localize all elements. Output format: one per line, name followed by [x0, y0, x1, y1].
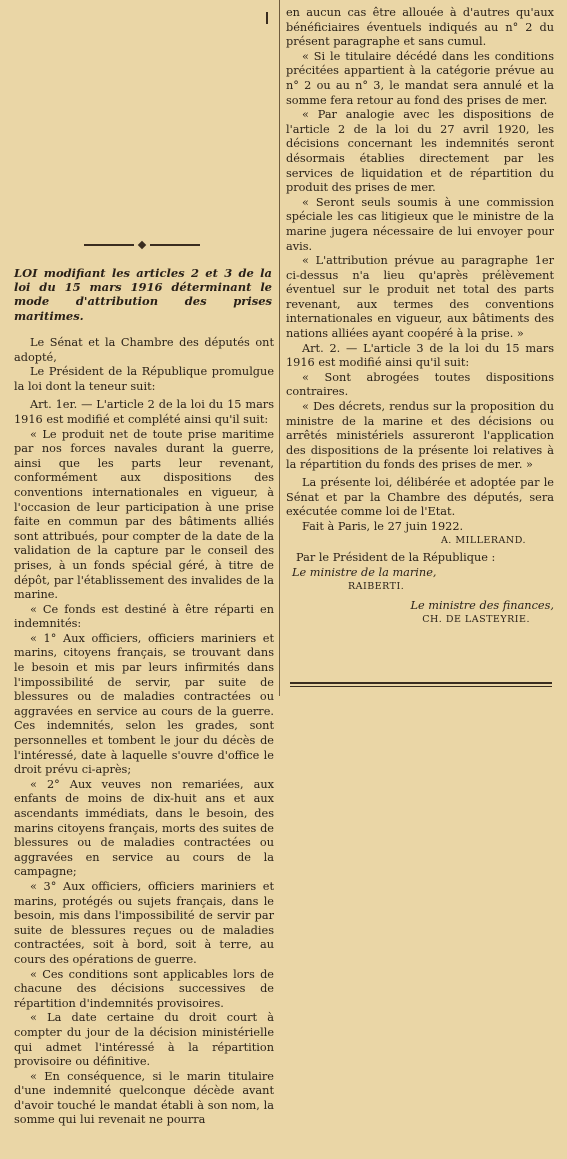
finance-minister-name: CH. DE LASTEYRIE. [422, 614, 530, 626]
law-title: LOI modifiant les articles 2 et 3 de la loi du 15 mars 1916 déterminant le mode d'attribution des prises maritimes. [14, 266, 272, 323]
paragraph: La présente loi, délibérée et adoptée par le Sénat et par la Chambre des députés, sera exécutée comme loi de l'Etat. [286, 476, 554, 519]
paragraph: « En conséquence, si le marin titulaire d'une indemnité quelconque décède avant d'avoir touché le mandat établi à son nom, la somme qui lui revenait ne pourra [14, 1069, 274, 1127]
paragraph: en aucun cas être allouée à d'autres qu'aux bénéficiaires éventuels indiqués au n° 2 du présent paragraphe et sans cumul. [286, 6, 554, 49]
paragraph: « Par analogie avec les dispositions de l'article 2 de la loi du 27 avril 1920, les décisions concernant les indemnités seront désormais établies directement par les services de liquidation et de répartition du produit des prises de mer. [286, 108, 554, 195]
right-column [286, 6, 554, 628]
paragraph: Le Président de la République promulgue la loi dont la teneur suit: [14, 365, 274, 393]
paragraph: « 3° Aux officiers, officiers mariniers et marins, protégés ou sujets français, dans le besoin, mis dans l'impossibilité de servir par suite de blessures reçues ou de maladies contractées, soit à bord, soit à terre, au cours des opérations de guerre. [14, 879, 274, 966]
navy-minister-name: RAIBERTI. [348, 581, 405, 593]
paragraph: « Le produit net de toute prise maritime par nos forces navales durant la guerre, ainsi que les parts leur revenant, conformément aux dispositions des conventions internationales en vigueur, à l'occasion de leur participation à une prise faite en commun par des bâtiments alliés sont attribués, pour compter de la date de la validation de la capture par le conseil des prises, à un fonds spécial géré, à titre de dépôt, par l'établissement des invalides de la marine. [14, 427, 274, 602]
paragraph: « La date certaine du droit court à compter du jour de la décision ministérielle qui admet l'intéressé à la répartition provisoire ou définitive. [14, 1011, 274, 1069]
paragraph: Art. 2. — L'article 3 de la loi du 15 mars 1916 est modifié ainsi qu'il suit: [286, 341, 554, 370]
paragraph: « Sont abrogées toutes dispositions contraires. [286, 370, 554, 399]
end-rule-thin [290, 686, 552, 687]
section-ornament [84, 242, 200, 248]
paragraph: « L'attribution prévue au paragraphe 1er ci-dessus n'a lieu qu'après prélèvement éventuel sur le produit net total des parts revenant, aux termes des conventions internationales en vigueur, aux bâtiments des nations alliées ayant coopéré à la prise. » [286, 254, 554, 341]
paragraph: « 2° Aux veuves non remariées, aux enfants de moins de dix-huit ans et aux ascendants immédiats, dans le besoin, des marins citoyens français, morts des suites de blessures ou de maladies contractées ou aggravées en service au cours de la campagne; [14, 777, 274, 879]
paragraph: « Des décrets, rendus sur la proposition du ministre de la marine et des décisions ou arrêtés ministériels assureront l'application des dispositions de la présente loi relatives à la répartition du fonds des prises de mer. » [286, 400, 554, 472]
navy-minister-title: Le ministre de la marine, [292, 565, 437, 579]
president-signature: A. MILLERAND. [440, 535, 526, 547]
finance-minister-title: Le ministre des finances, [410, 598, 554, 612]
paragraph: Le Sénat et la Chambre des députés ont adopté, [14, 336, 274, 364]
paragraph: Art. 1er. — L'article 2 de la loi du 15 mars 1916 est modifié et complété ainsi qu'il suit: [14, 398, 274, 426]
paragraph: « Seront seuls soumis à une commission spéciale les cas litigieux que le ministre de la marine jugera nécessaire de lui envoyer pour avis. [286, 195, 554, 253]
column-divider [279, 0, 280, 696]
date-line: Fait à Paris, le 27 juin 1922. [302, 519, 464, 533]
left-column [14, 336, 274, 1128]
column-tick-mark [266, 12, 268, 24]
end-rule [290, 682, 552, 684]
paragraph: « 1° Aux officiers, officiers mariniers et marins, citoyens français, se trouvant dans le besoin et mis par leurs infirmités dans l'impossibilité de servir, par suite de blessures ou de maladies contractées ou aggravées en service au cours de la guerre. Ces indemnités, selon les grades, sont personnelles et tombent le jour du décès de l'intéressé, date à laquelle s'ouvre d'office le droit prévu ci-après; [14, 631, 274, 777]
paragraph: « Si le titulaire décédé dans les conditions précitées appartient à la catégorie prévue au n° 2 ou au n° 3, le mandat sera annulé et la somme fera retour au fond des prises de mer. [286, 49, 554, 107]
paragraph: « Ces conditions sont applicables lors de chacune des décisions successives de répartition d'indemnités provisoires. [14, 967, 274, 1010]
by-president-line: Par le Président de la République : [296, 550, 496, 564]
paragraph: « Ce fonds est destiné à être réparti en indemnités: [14, 602, 274, 631]
